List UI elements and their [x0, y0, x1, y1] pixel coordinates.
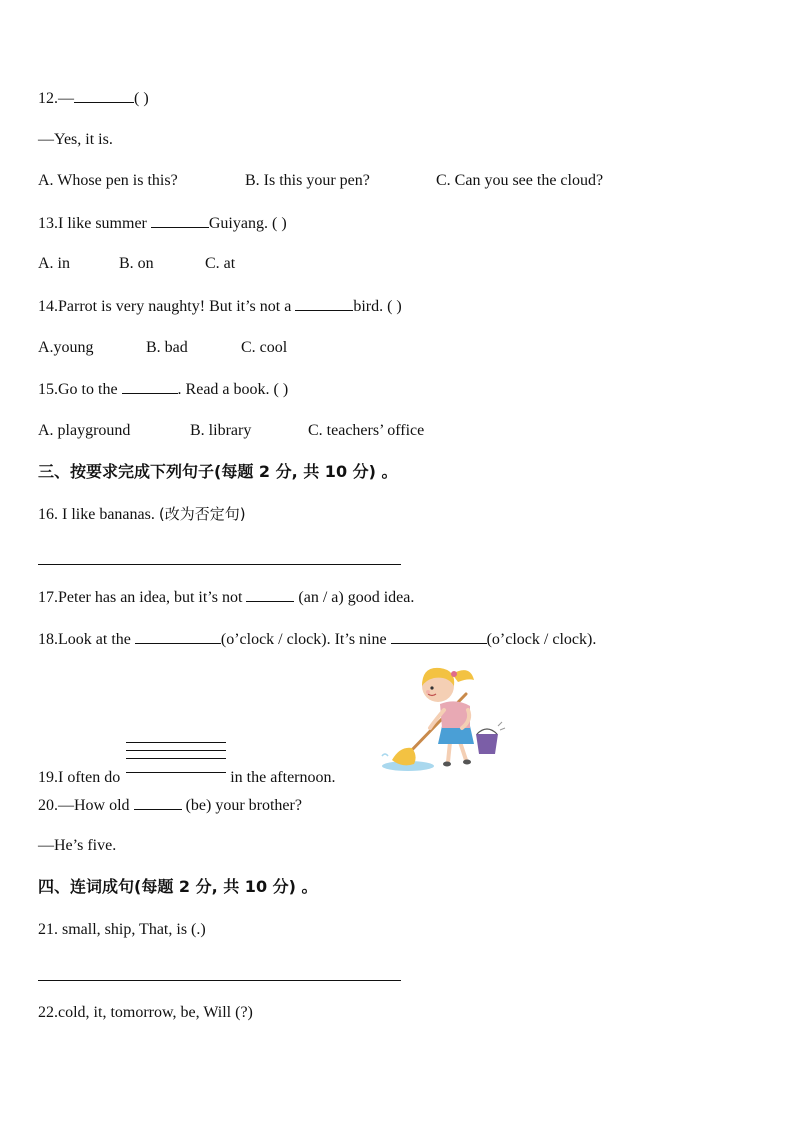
- q15-options: [38, 421, 424, 441]
- q12-answer-paren[interactable]: ( ): [134, 90, 149, 107]
- q14-answer-paren[interactable]: ( ): [387, 298, 402, 315]
- q14-option-b[interactable]: B. bad: [146, 339, 188, 356]
- q17-stem: 17.Peter has an idea, but it’s not (an / a) good idea.: [38, 589, 415, 606]
- q12-reply: —Yes, it is.: [38, 131, 113, 148]
- q13-answer-paren[interactable]: ( ): [271, 215, 287, 232]
- q17-blank[interactable]: [246, 587, 294, 602]
- q15-answer-paren[interactable]: ( ): [273, 381, 289, 398]
- q14-options: [38, 338, 287, 358]
- q13-options: [38, 254, 235, 274]
- q16-answer-line[interactable]: [38, 564, 401, 565]
- section-3-title: 三、按要求完成下列句子(每题 2 分, 共 10 分) 。: [38, 462, 398, 481]
- q12-option-a[interactable]: A. Whose pen is this?: [38, 172, 178, 189]
- q15-option-b[interactable]: B. library: [190, 422, 252, 439]
- q12-blank[interactable]: [74, 88, 134, 103]
- q12-option-b[interactable]: B. Is this your pen?: [245, 172, 370, 189]
- q18-blank-1[interactable]: [135, 629, 221, 644]
- q13-stem: 13.I like summer Guiyang. ( ): [38, 215, 287, 232]
- q19-stem: 19.I often do in the afternoon.: [38, 756, 336, 791]
- girl-mopping-illustration: [378, 656, 506, 776]
- section-4-title: 四、连词成句(每题 2 分, 共 10 分) 。: [38, 877, 318, 896]
- q13-blank[interactable]: [151, 213, 209, 228]
- q16-stem: 16. I like bananas. (改为否定句): [38, 505, 246, 523]
- q18-blank-2[interactable]: [391, 629, 487, 644]
- q14-option-c[interactable]: C. cool: [241, 339, 288, 356]
- q13-option-a[interactable]: A. in: [38, 255, 70, 272]
- q13-option-c[interactable]: C. at: [205, 255, 236, 272]
- q12-option-c[interactable]: C. Can you see the cloud?: [436, 172, 604, 189]
- q15-blank[interactable]: [122, 379, 178, 394]
- q13-option-b[interactable]: B. on: [119, 255, 154, 272]
- q20-blank[interactable]: [134, 795, 182, 810]
- q15-option-a[interactable]: A. playground: [38, 422, 131, 439]
- q14-option-a[interactable]: A.young: [38, 339, 94, 356]
- q21-answer-line[interactable]: [38, 980, 401, 981]
- q16-hint: (改为否定句): [158, 505, 246, 523]
- q20-reply: —He’s five.: [38, 837, 117, 854]
- q14-blank[interactable]: [295, 296, 353, 311]
- q22-stem: 22.cold, it, tomorrow, be, Will (?): [38, 1004, 253, 1021]
- q15-option-c[interactable]: C. teachers’ office: [308, 422, 425, 439]
- q14-stem: 14.Parrot is very naughty! But it’s not a bird. ( ): [38, 298, 402, 315]
- q20-stem: 20.—How old (be) your brother?: [38, 797, 302, 814]
- q18-stem: 18.Look at the (o’clock / clock). It’s nine (o’clock / clock).: [38, 631, 597, 648]
- q12-stem: 12.— ( ): [38, 90, 149, 107]
- q21-stem: 21. small, ship, That, is (.): [38, 921, 206, 938]
- q15-stem: 15.Go to the . Read a book. ( ): [38, 381, 289, 398]
- q12-options: [38, 171, 603, 191]
- q19-writing-lines[interactable]: [126, 756, 226, 784]
